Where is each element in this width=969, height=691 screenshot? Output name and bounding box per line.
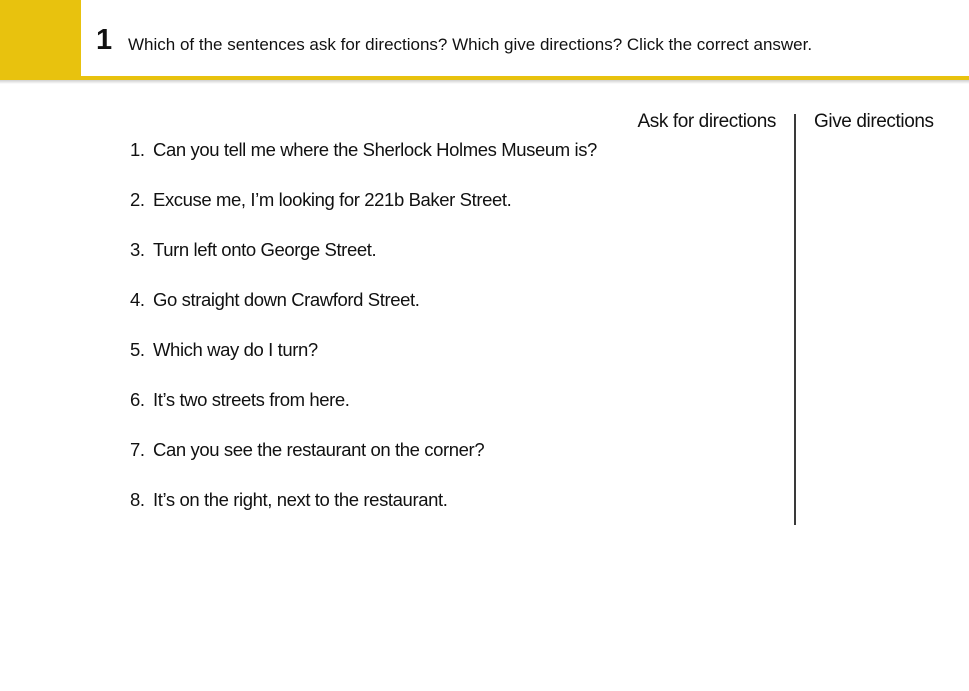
header-bar [0, 0, 969, 80]
exercise-number: 1 [96, 24, 113, 56]
accent-block [0, 0, 81, 76]
column-divider [794, 114, 796, 525]
sentence-text: Excuse me, I’m looking for 221b Baker Street. [153, 189, 512, 210]
sentence-number: 2. [130, 189, 145, 210]
sentence-number: 3. [130, 239, 145, 260]
column-header-give: Give directions [814, 111, 934, 132]
sentence-number: 7. [130, 439, 145, 460]
sentence-number: 8. [130, 489, 145, 510]
sentence-text: Can you tell me where the Sherlock Holmes Museum is? [153, 139, 597, 160]
sentence-item-2[interactable] [130, 189, 597, 239]
sentence-number: 6. [130, 389, 145, 410]
header-shadow [0, 80, 969, 84]
sentence-text: Go straight down Crawford Street. [153, 289, 420, 310]
sentence-number: 1. [130, 139, 145, 160]
sentence-item-7[interactable] [130, 439, 597, 489]
sentence-item-6[interactable] [130, 389, 597, 439]
sentence-item-4[interactable] [130, 289, 597, 339]
sentence-number: 5. [130, 339, 145, 360]
sentence-number: 4. [130, 289, 145, 310]
sentence-text: It’s on the right, next to the restaurant. [153, 489, 448, 510]
sentence-item-8[interactable] [130, 489, 597, 539]
sentence-item-1[interactable] [130, 139, 597, 189]
sentence-item-3[interactable] [130, 239, 597, 289]
column-header-ask: Ask for directions [637, 111, 776, 132]
sentence-text: Turn left onto George Street. [153, 239, 377, 260]
instruction-text: Which of the sentences ask for directions? Which give directions? Click the correct answer. [128, 35, 813, 54]
sentence-text: Which way do I turn? [153, 339, 318, 360]
sentence-item-5[interactable] [130, 339, 597, 389]
sentence-list [130, 139, 597, 539]
sentence-text: It’s two streets from here. [153, 389, 350, 410]
sentence-text: Can you see the restaurant on the corner? [153, 439, 485, 460]
